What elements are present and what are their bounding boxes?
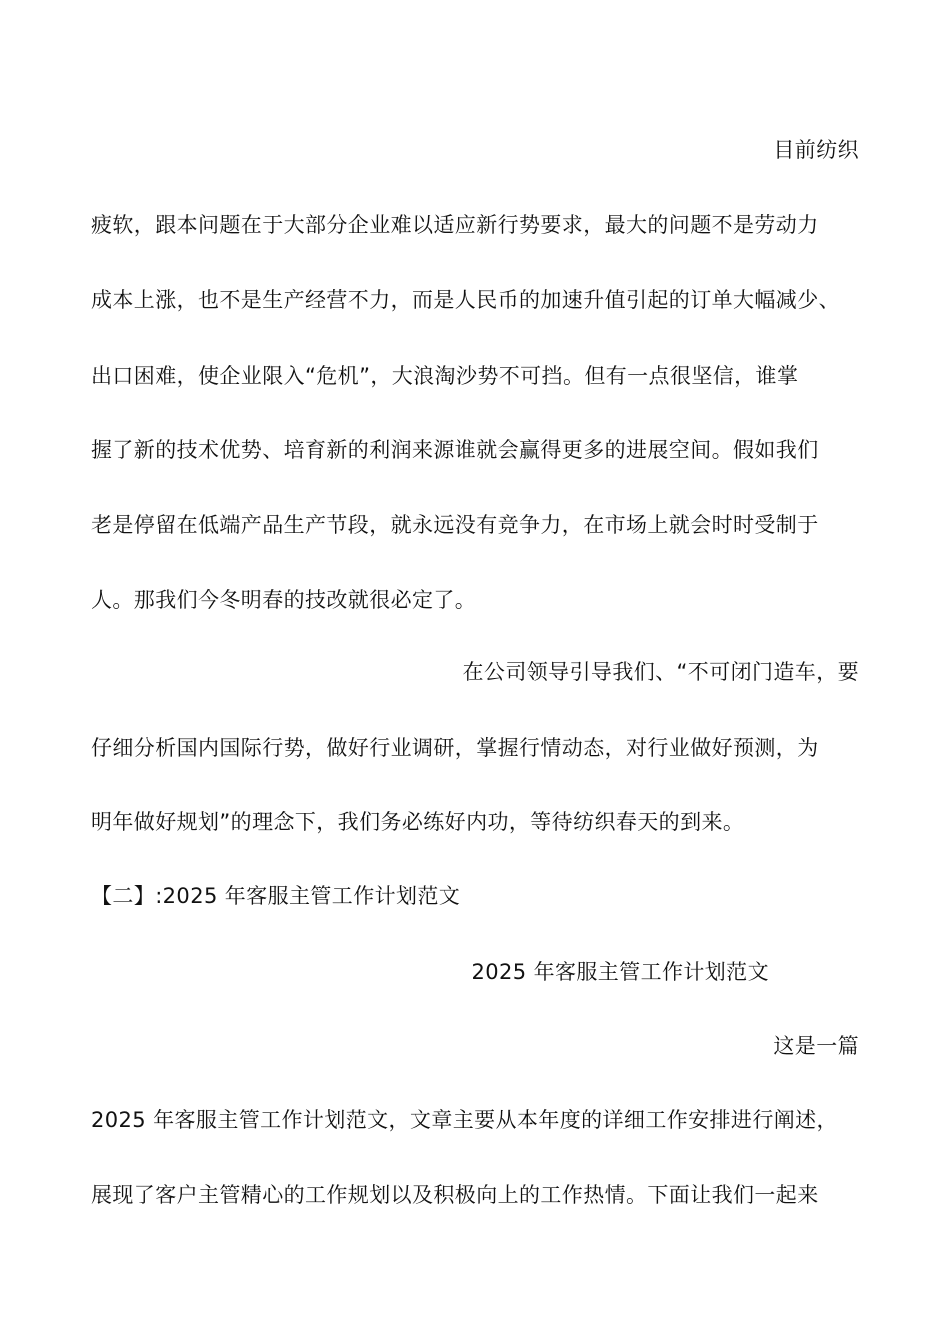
text-line: 出口困难，使企业限入“危机”，大浪淘沙势不可挡。但有一点很坚信，谁掌 xyxy=(91,364,799,388)
text-line: 这是一篇 xyxy=(773,1034,859,1058)
text-line: 明年做好规划”的理念下，我们务必练好内功，等待纺织春天的到来。 xyxy=(91,810,745,834)
text-line: 成本上涨，也不是生产经营不力，而是人民币的加速升值引起的订单大幅减少、 xyxy=(91,288,840,312)
text-line: 人。那我们今冬明春的技改就很必定了。 xyxy=(91,588,477,612)
text-line: 仔细分析国内国际行势，做好行业调研，掌握行情动态，对行业做好预测，为 xyxy=(91,736,819,760)
text-line: 握了新的技术优势、培育新的利润来源谁就会赢得更多的进展空间。假如我们 xyxy=(91,438,819,462)
article-title: 2025 年客服主管工作计划范文 xyxy=(471,960,769,984)
text-line: 疲软，跟本问题在于大部分企业难以适应新行势要求，最大的问题不是劳动力 xyxy=(91,213,819,237)
text-line: 2025 年客服主管工作计划范文，文章主要从本年度的详细工作安排进行阐述， xyxy=(91,1108,838,1132)
text-line: 老是停留在低端产品生产节段，就永远没有竞争力，在市场上就会时时受制于 xyxy=(91,513,819,537)
text-line: 在公司领导引导我们、“不可闭门造车，要 xyxy=(462,660,859,684)
text-line: 目前纺织 xyxy=(773,138,859,162)
text-line: 展现了客户主管精心的工作规划以及积极向上的工作热情。下面让我们一起来 xyxy=(91,1183,819,1207)
section-heading: 【二】:2025 年客服主管工作计划范文 xyxy=(91,884,461,908)
